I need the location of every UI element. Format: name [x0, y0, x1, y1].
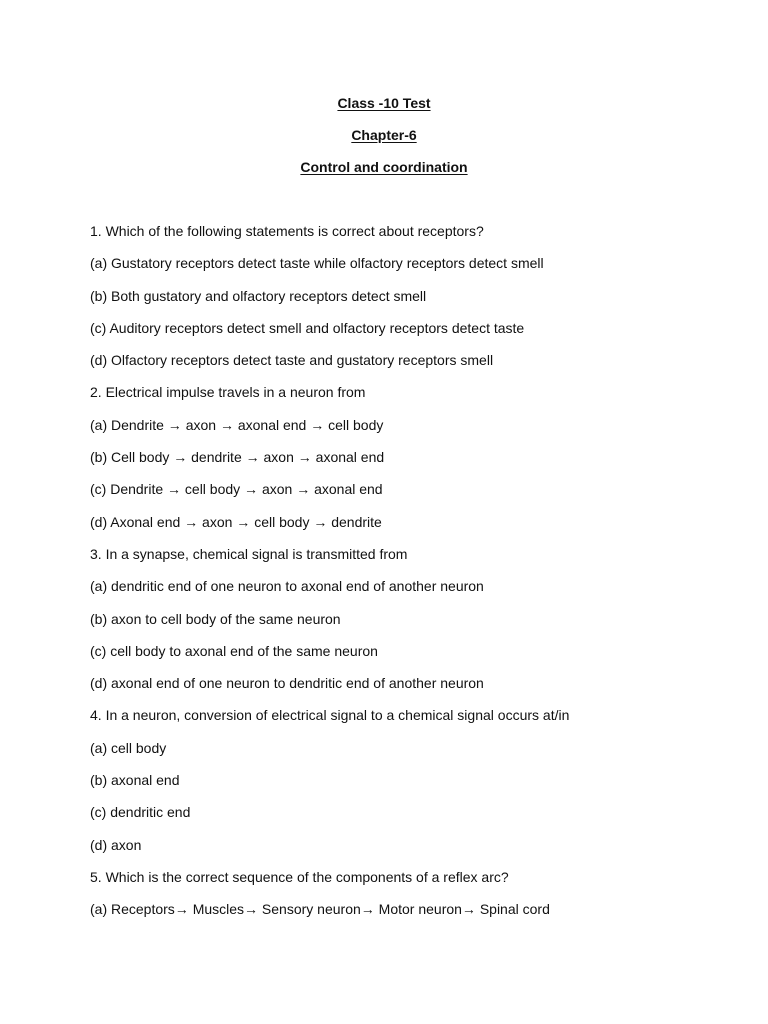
chapter-topic: Control and coordination	[300, 159, 468, 175]
question-1-option-a: (a) Gustatory receptors detect taste while olfactory receptors detect smell	[90, 255, 544, 272]
question-2-option-b: (b) Cell body → dendrite → axon → axonal end	[90, 449, 385, 466]
chapter-title: Chapter-6	[351, 127, 417, 143]
question-4-option-d: (d) axon	[90, 836, 142, 853]
question-3-option-c: (c) cell body to axonal end of the same neuron	[90, 642, 378, 659]
question-5: 5. Which is the correct sequence of the components of a reflex arc?	[90, 868, 509, 885]
question-4-option-b: (b) axonal end	[90, 772, 180, 789]
question-3-option-a: (a) dendritic end of one neuron to axonal end of another neuron	[90, 578, 484, 595]
question-3: 3. In a synapse, chemical signal is transmitted from	[90, 545, 408, 562]
question-1-option-d: (d) Olfactory receptors detect taste and gustatory receptors smell	[90, 352, 494, 369]
question-1-option-b: (b) Both gustatory and olfactory receptors detect smell	[90, 287, 427, 304]
question-4-option-a: (a) cell body	[90, 739, 167, 756]
question-list	[90, 222, 710, 933]
test-title: Class -10 Test	[337, 95, 431, 111]
question-1-option-c: (c) Auditory receptors detect smell and olfactory receptors detect taste	[90, 319, 525, 336]
question-2-option-d: (d) Axonal end → axon → cell body → dendrite	[90, 513, 382, 530]
question-4: 4. In a neuron, conversion of electrical signal to a chemical signal occurs at/in	[90, 707, 570, 724]
question-5-option-a: (a) Receptors→ Muscles→ Sensory neuron→ Motor neuron→ Spinal cord	[90, 901, 550, 918]
question-3-option-b: (b) axon to cell body of the same neuron	[90, 610, 341, 627]
question-2-option-c: (c) Dendrite → cell body → axon → axonal end	[90, 481, 383, 498]
question-2: 2. Electrical impulse travels in a neuron from	[90, 384, 366, 401]
question-3-option-d: (d) axonal end of one neuron to dendritic end of another neuron	[90, 675, 484, 692]
question-2-option-a: (a) Dendrite → axon → axonal end → cell body	[90, 416, 384, 433]
question-4-option-c: (c) dendritic end	[90, 804, 191, 821]
question-1: 1. Which of the following statements is correct about receptors?	[90, 223, 484, 239]
